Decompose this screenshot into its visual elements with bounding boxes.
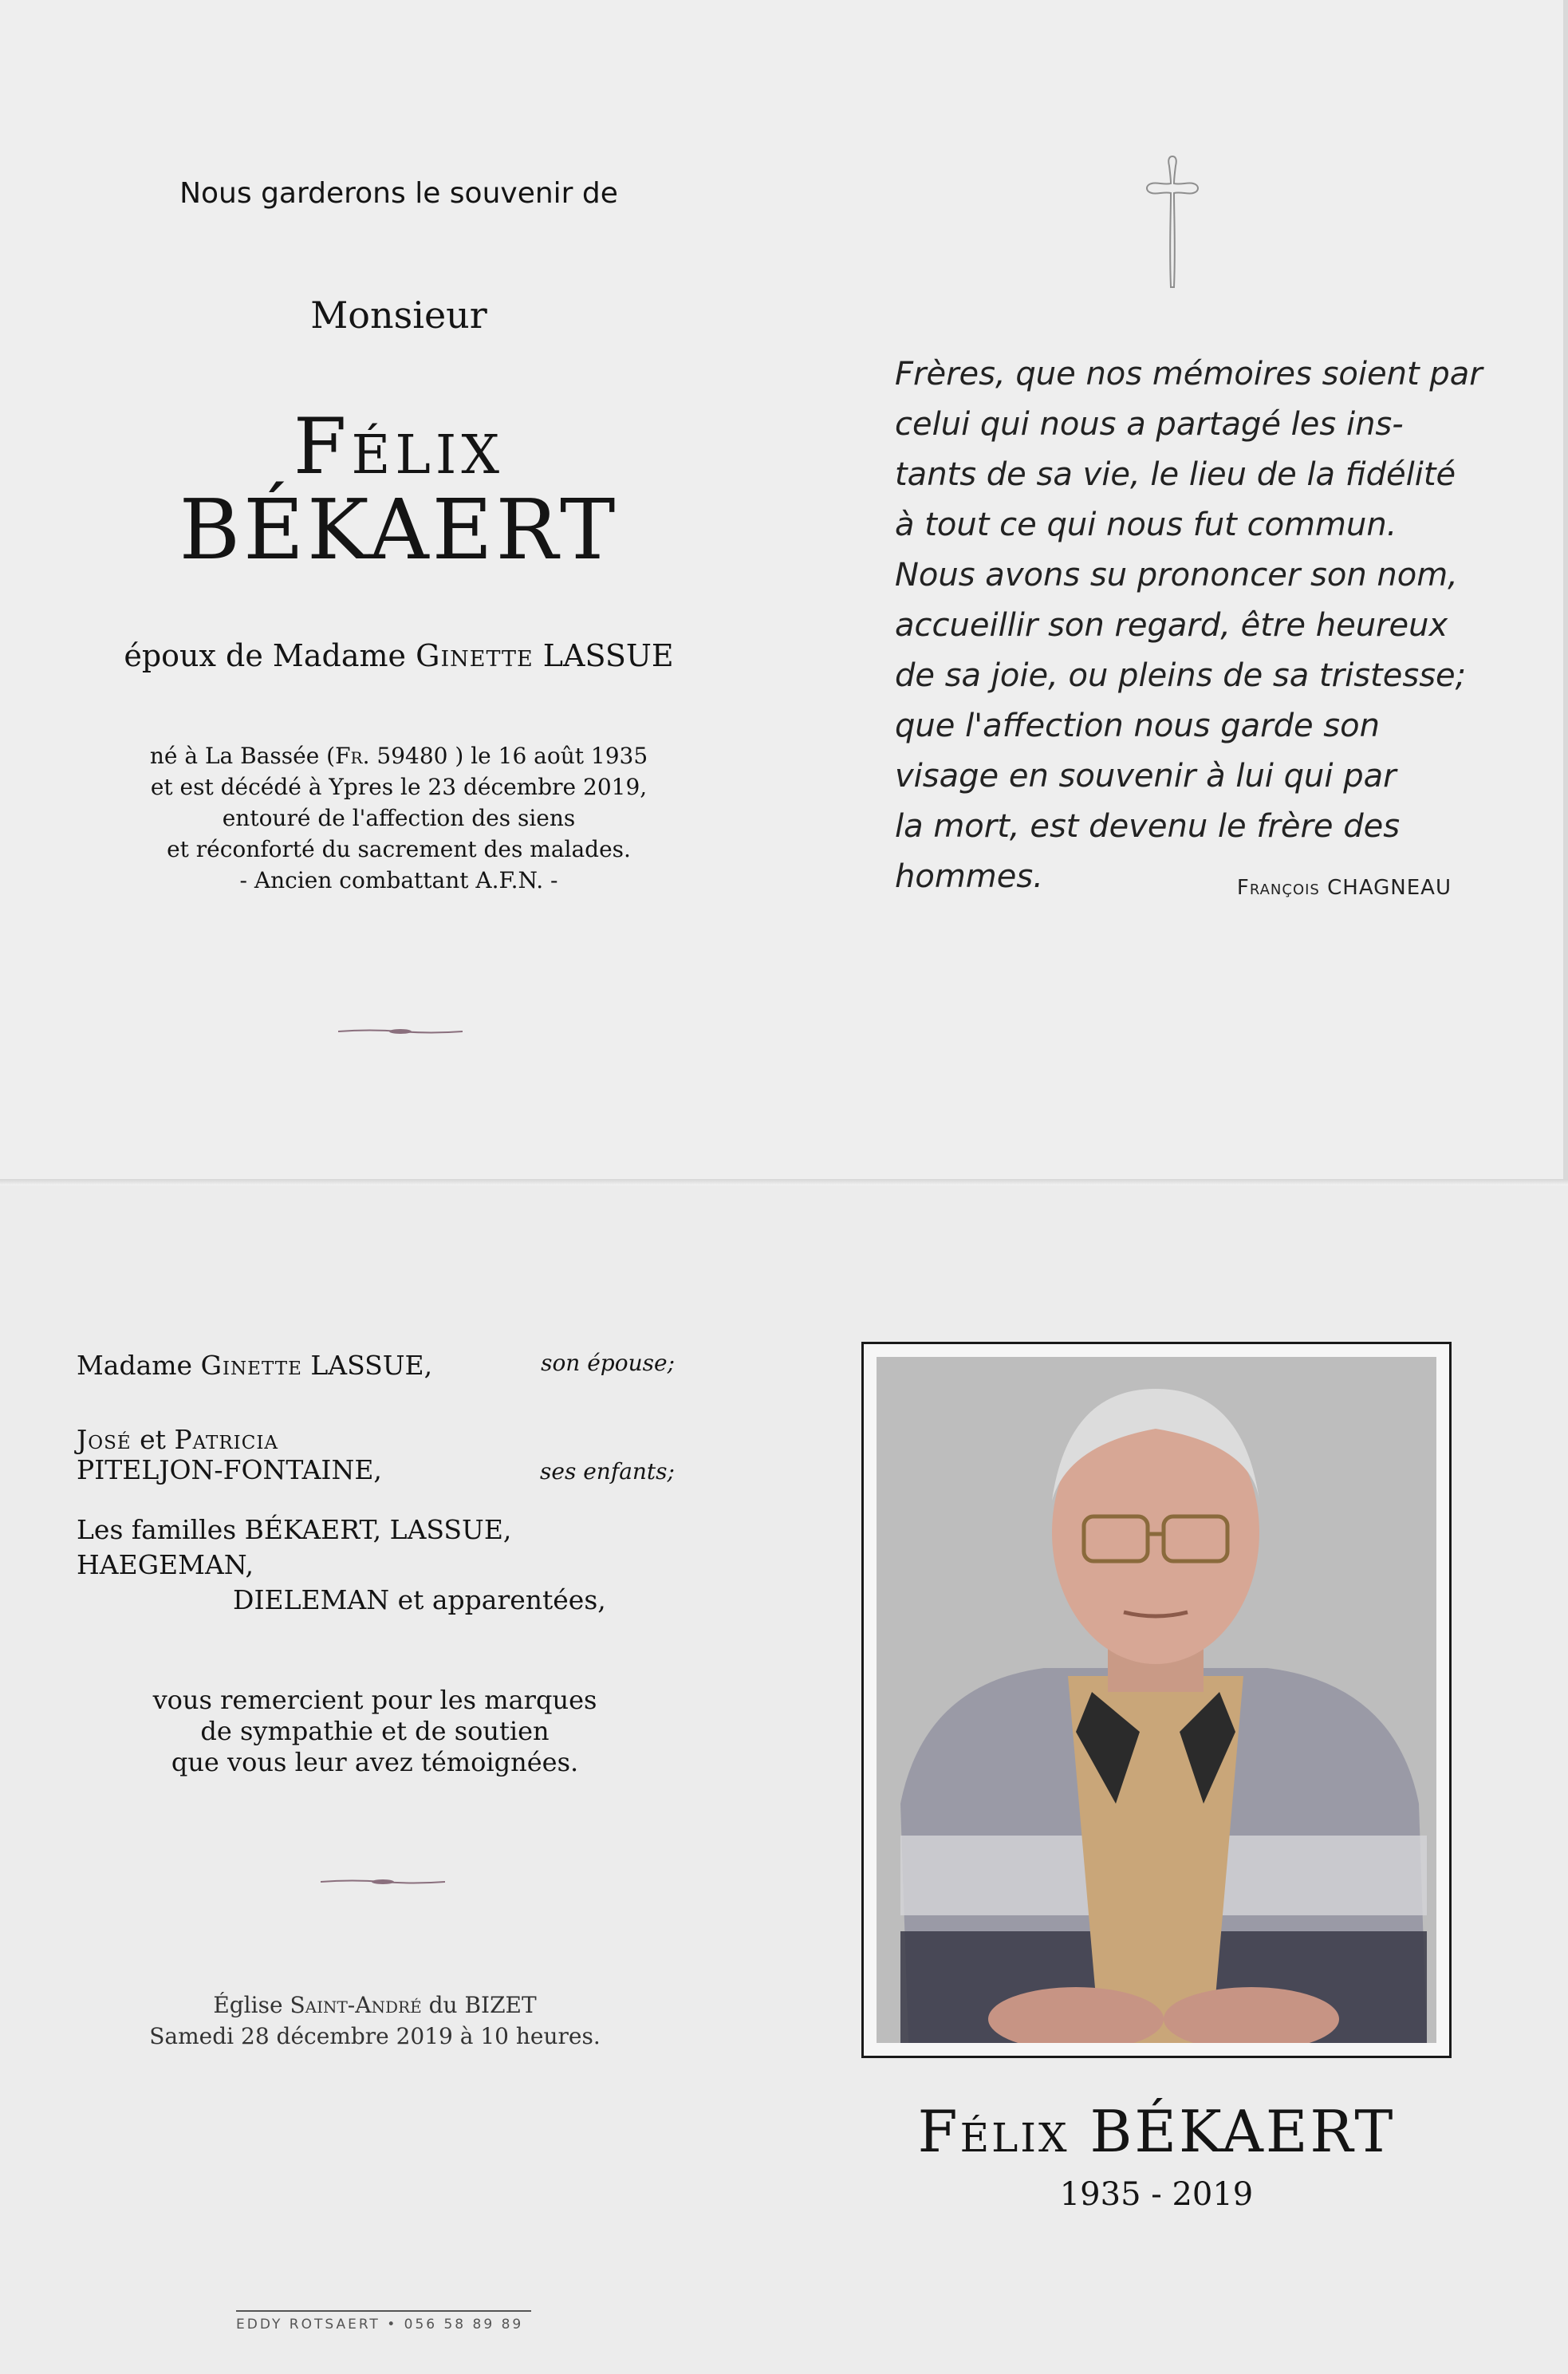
poem-line: à tout ce qui nous fut commun. xyxy=(895,507,1397,543)
ornament-divider xyxy=(338,1027,463,1035)
conjunction: et xyxy=(140,1424,166,1455)
family-children-role: ses enfants; xyxy=(540,1458,675,1485)
relatives-line: Les familles BÉKAERT, LASSUE, HAEGEMAN, xyxy=(77,1514,512,1580)
printer-credit xyxy=(236,2310,531,2333)
deceased-last-name: BÉKAERT xyxy=(179,481,619,578)
thanks-message xyxy=(80,1685,670,1778)
honorific: Monsieur xyxy=(310,294,487,337)
bio-line: et réconforté du sacrement des malades. xyxy=(167,836,631,862)
church-line xyxy=(80,1990,670,2021)
spouse-prefix: époux de Madame xyxy=(124,638,406,673)
spouse-line xyxy=(80,638,718,673)
poem-line: la mort, est devenu le frère des xyxy=(895,808,1401,845)
intro-text: Nous garderons le souvenir de xyxy=(179,177,618,210)
church-label: Église xyxy=(213,1992,283,2018)
poem xyxy=(895,349,1485,902)
church-place: du BIZET xyxy=(428,1992,537,2018)
service-info xyxy=(80,1990,670,2052)
author-first-name: François xyxy=(1236,876,1320,900)
thanks-line: de sympathie et de soutien xyxy=(200,1716,550,1746)
ornament-divider xyxy=(321,1878,445,1886)
poem-line: accueillir son regard, être heureux xyxy=(895,607,1448,644)
bio-country: Fr. xyxy=(335,743,370,769)
portrait-frame xyxy=(861,1342,1452,2058)
poem-line: tants de sa vie, le lieu de la fidélité xyxy=(895,456,1456,493)
family-spouse xyxy=(77,1350,675,1385)
bullet-icon: • xyxy=(387,2317,398,2333)
spouse-first-name: Ginette xyxy=(416,638,534,673)
relatives-line: DIELEMAN et apparentées, xyxy=(233,1584,606,1615)
fold-line xyxy=(0,1179,1568,1185)
spouse-surname: LASSUE xyxy=(542,638,674,673)
portrait-photo xyxy=(877,1357,1436,2043)
poem-author xyxy=(1148,876,1452,900)
poem-line: de sa joie, ou pleins de sa tristesse; xyxy=(895,657,1467,694)
children-names xyxy=(77,1425,675,1455)
poem-line: Frères, que nos mémoires soient par xyxy=(895,356,1483,392)
poem-line: visage en souvenir à lui qui par xyxy=(895,758,1397,795)
child-name: Patricia xyxy=(174,1424,279,1455)
bio-line: - Ancien combattant A.F.N. - xyxy=(239,867,558,893)
church-name: Saint-André xyxy=(290,1992,422,2018)
bio-line xyxy=(80,740,718,771)
family-relatives xyxy=(77,1512,675,1618)
thanks-line: que vous leur avez témoignées. xyxy=(171,1747,579,1777)
paper-edge xyxy=(1563,0,1568,1181)
family-spouse-role: son épouse; xyxy=(541,1350,675,1376)
bio-line: et est décédé à Ypres le 23 décembre 2019, xyxy=(150,774,648,800)
printer-phone: 056 58 89 89 xyxy=(404,2317,524,2333)
poem-line: Nous avons su prononcer son nom, xyxy=(895,557,1458,594)
family-children xyxy=(77,1425,675,1489)
life-years: 1935 - 2019 xyxy=(1059,2176,1254,2213)
deceased-first-name: Félix xyxy=(293,402,505,491)
poem-line: celui qui nous a partagé les ins- xyxy=(895,406,1404,443)
family-spouse-surname: LASSUE, xyxy=(310,1350,433,1381)
bio-birthplace: né à La Bassée ( xyxy=(149,743,336,769)
author-last-name: CHAGNEAU xyxy=(1327,876,1452,900)
cross-icon xyxy=(1133,152,1212,295)
thanks-line: vous remercient pour les marques xyxy=(152,1685,597,1715)
portrait-caption xyxy=(861,2098,1452,2165)
bio-birthdate: 59480 ) le 16 août 1935 xyxy=(376,743,648,769)
family-spouse-prefix: Madame xyxy=(77,1350,193,1381)
poem-line: que l'affection nous garde son xyxy=(895,708,1380,744)
bio-line: entouré de l'affection des siens xyxy=(222,805,576,831)
caption-first-name: Félix xyxy=(917,2098,1070,2165)
children-surname: PITELJON-FONTAINE, xyxy=(77,1454,382,1485)
child-name: José xyxy=(77,1424,132,1455)
family-spouse-first-name: Ginette xyxy=(200,1350,302,1381)
service-date: Samedi 28 décembre 2019 à 10 heures. xyxy=(149,2023,601,2049)
printer-name: EDDY ROTSAERT xyxy=(236,2317,380,2333)
poem-line: hommes. xyxy=(895,858,1043,895)
biography xyxy=(80,740,718,896)
caption-last-name: BÉKAERT xyxy=(1089,2098,1396,2165)
